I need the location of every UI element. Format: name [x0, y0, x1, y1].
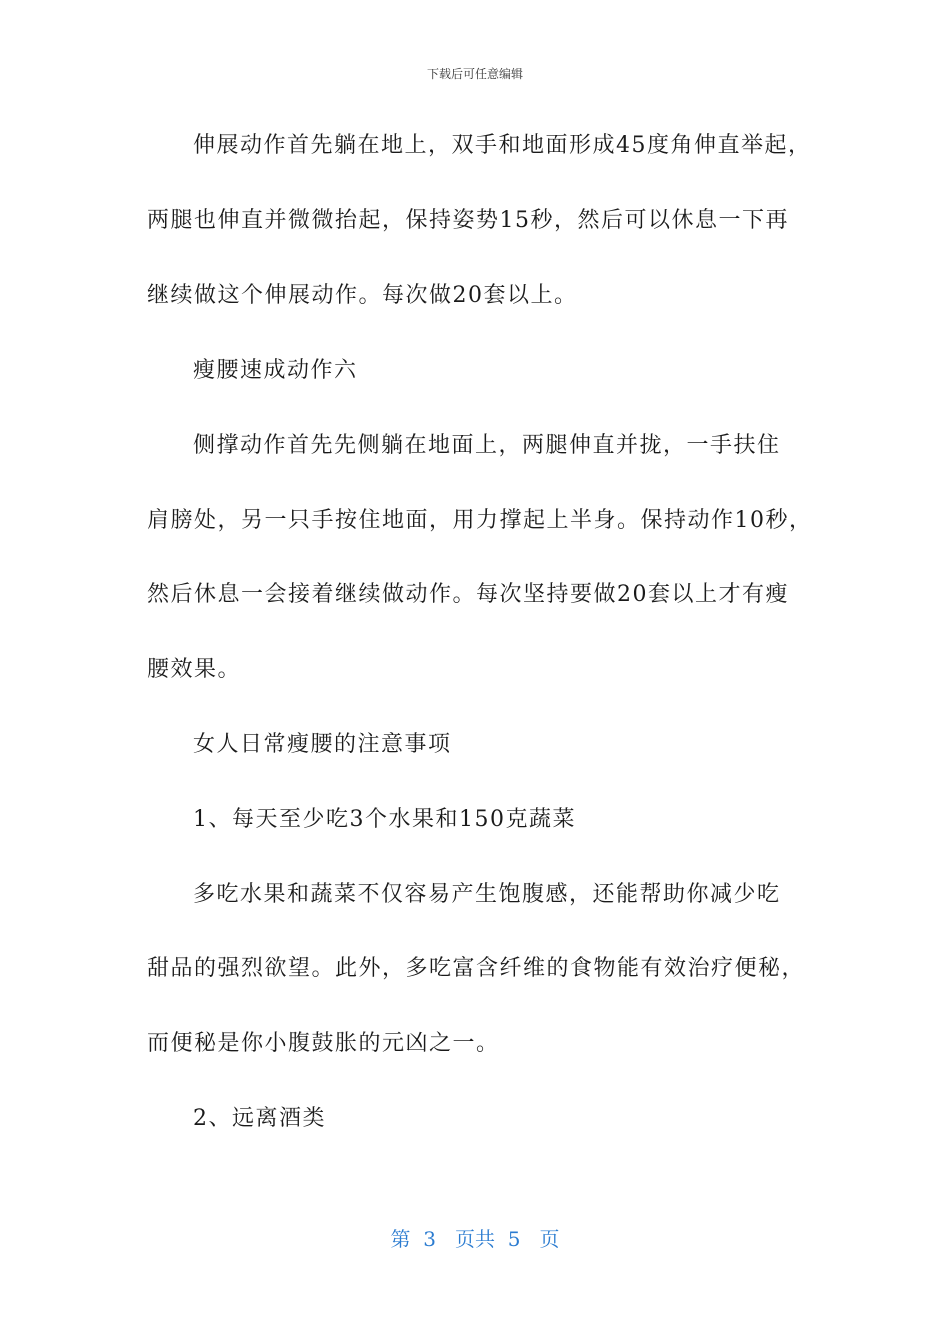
paragraph-line: 甜品的强烈欲望。此外，多吃富含纤维的食物能有效治疗便秘，	[147, 956, 806, 981]
page-header: 下载后可任意编辑	[426, 67, 523, 81]
paragraph-line: 多吃水果和蔬菜不仅容易产生饱腹感，还能帮助你减少吃	[193, 882, 781, 907]
section-heading: 女人日常瘦腰的注意事项	[193, 732, 452, 757]
section-heading: 瘦腰速成动作六	[193, 358, 358, 383]
paragraph-line: 继续做这个伸展动作。每次做20套以上。	[147, 283, 578, 308]
paragraph-line: 然后休息一会接着继续做动作。每次坚持要做20套以上才有瘦	[147, 582, 789, 607]
paragraph-line: 两腿也伸直并微微抬起，保持姿势15秒，然后可以休息一下再	[147, 208, 789, 233]
paragraph-line: 伸展动作首先躺在地上，双手和地面形成45度角伸直举起，	[193, 133, 812, 158]
paragraph-line: 肩膀处，另一只手按住地面，用力撑起上半身。保持动作10秒，	[147, 508, 813, 533]
list-item-heading: 2、远离酒类	[193, 1106, 326, 1131]
page-number-footer: 第 3 页共 5 页	[390, 1227, 560, 1251]
list-item-heading: 1、每天至少吃3个水果和150克蔬菜	[193, 807, 576, 832]
paragraph-line: 腰效果。	[147, 657, 242, 682]
paragraph-line: 侧撑动作首先先侧躺在地面上，两腿伸直并拢，一手扶住	[193, 433, 781, 458]
paragraph-line: 而便秘是你小腹鼓胀的元凶之一。	[147, 1031, 500, 1056]
